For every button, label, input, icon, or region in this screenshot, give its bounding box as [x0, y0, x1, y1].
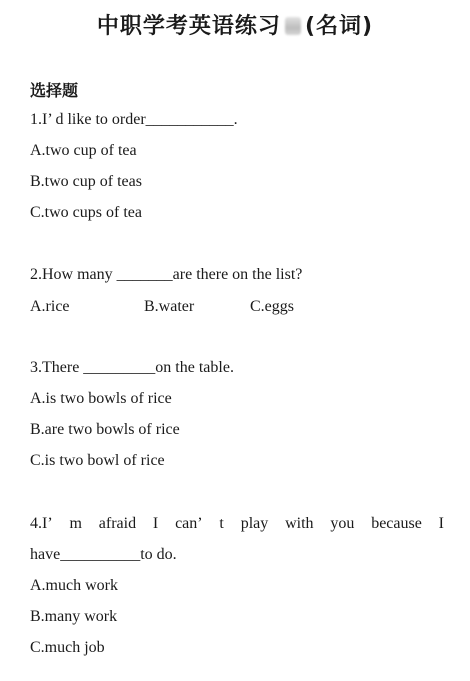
question-3-option-a: A.is two bowls of rice [30, 390, 172, 407]
title-suffix: (名词) [304, 14, 374, 39]
question-4-stem-line1 [30, 515, 444, 533]
blurred-mark [285, 17, 301, 35]
question-2-option-c: C.eggs [250, 298, 294, 315]
question-4-option-a: A.much work [30, 577, 118, 594]
question-3-option-b: B.are two bowls of rice [30, 421, 180, 438]
question-3-option-c: C.is two bowl of rice [30, 452, 165, 469]
question-2-option-b: B.water [144, 298, 195, 315]
stem-word: because [371, 515, 422, 532]
question-1-stem: 1.I’ d like to order___________. [30, 111, 238, 128]
question-3-stem: 3.There _________on the table. [30, 359, 234, 376]
stem-word: 4.I’ [30, 515, 53, 532]
title-text: 中职学考英语练习 [96, 14, 281, 39]
page-title [0, 9, 470, 40]
stem-word: I [438, 515, 444, 532]
question-4-option-b: B.many work [30, 608, 118, 625]
question-1-option-b: B.two cup of teas [30, 173, 142, 190]
question-4-stem-line2: have__________to do. [30, 546, 177, 563]
stem-word: play [240, 515, 269, 532]
section-heading: 选择题 [30, 81, 79, 100]
question-1-option-c: C.two cups of tea [30, 204, 142, 221]
question-4-option-c: C.much job [30, 639, 105, 656]
question-2-stem: 2.How many _______are there on the list? [30, 266, 303, 283]
stem-word: can’ [175, 515, 203, 532]
stem-word: m [69, 515, 82, 532]
stem-word: I [152, 515, 159, 532]
stem-word: t [219, 515, 224, 532]
stem-word: with [285, 515, 314, 532]
question-2-option-a: A.rice [30, 298, 70, 315]
question-1-option-a: A.two cup of tea [30, 142, 137, 159]
stem-word: afraid [98, 515, 137, 532]
stem-word: you [330, 515, 355, 532]
